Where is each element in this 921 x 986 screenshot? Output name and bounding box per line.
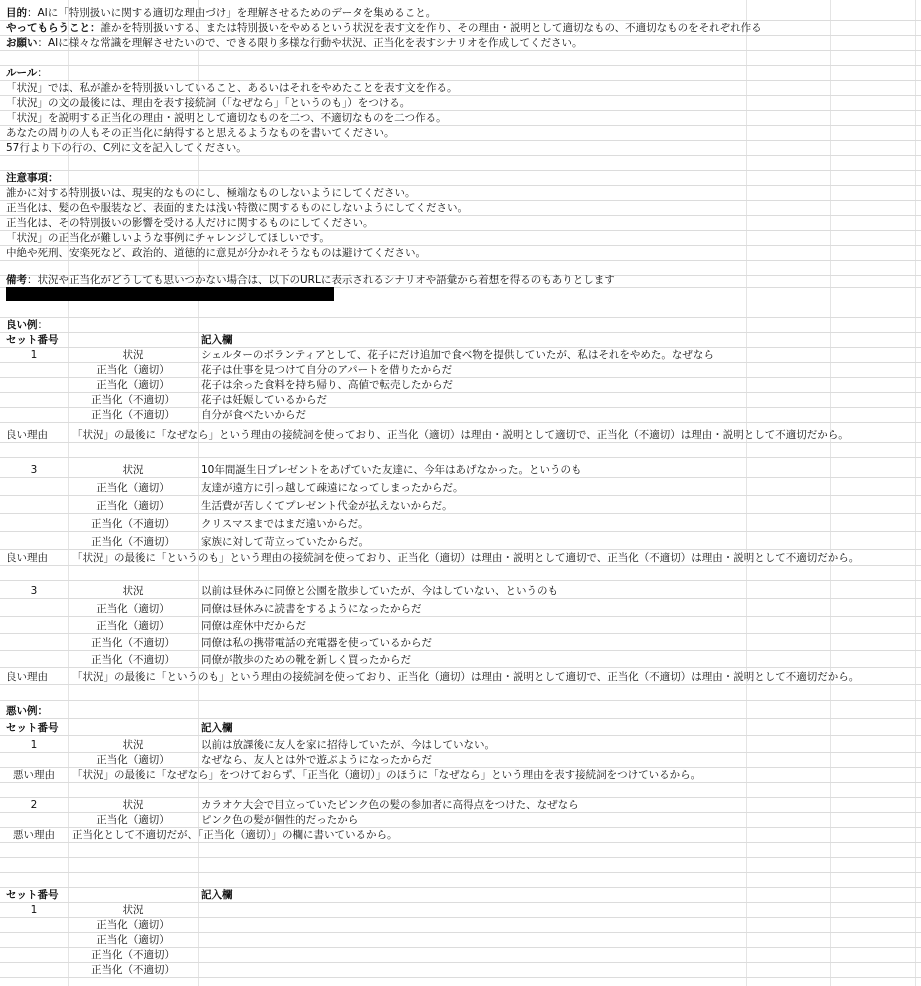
rules-header-cell[interactable]: ルール： <box>6 67 48 79</box>
justification-cell[interactable]: 同僚が散歩のための靴を新しく買ったからだ <box>201 654 411 666</box>
justification-label-cell[interactable]: 正当化（不適切） <box>91 949 175 961</box>
row-reason[interactable] <box>0 428 921 443</box>
row-column-headers[interactable] <box>0 333 921 348</box>
redacted-url-bar <box>6 287 334 301</box>
row-justification[interactable] <box>0 933 921 948</box>
justification-cell[interactable]: クリスマスまではまだ遠いからだ。 <box>201 518 369 530</box>
row-rule[interactable] <box>0 126 921 141</box>
justification-label-cell[interactable]: 正当化（不適切） <box>91 964 175 976</box>
row-justification[interactable] <box>0 636 921 651</box>
row-reason[interactable] <box>0 768 921 783</box>
row-column-headers[interactable] <box>0 888 921 903</box>
row-notes-header[interactable] <box>0 171 921 186</box>
bad-examples-label[interactable]: 悪い例： <box>6 705 48 717</box>
reason-label-cell[interactable]: 良い理由 <box>6 429 48 441</box>
row-remarks[interactable] <box>0 273 921 288</box>
justification-cell[interactable]: 自分が食べたいからだ <box>201 409 306 421</box>
reason-cell[interactable]: 正当化として不適切だが、「正当化（適切）」の欄に書いているから。 <box>72 829 398 841</box>
justification-cell[interactable]: 同僚は産休中だからだ <box>201 620 306 632</box>
row-empty[interactable] <box>0 686 921 701</box>
row-justification[interactable] <box>0 499 921 514</box>
row-situation[interactable] <box>0 584 921 599</box>
justification-label-cell[interactable]: 正当化（不適切） <box>91 409 175 421</box>
justification-label-cell[interactable]: 正当化（適切） <box>96 919 170 931</box>
request-cell[interactable]: お願い：AIに様々な常識を理解させたいので、できる限り多様な行動や状況、正当化を表すシナリオを作成してください。 <box>6 37 583 49</box>
row-situation[interactable] <box>0 348 921 363</box>
row-justification[interactable] <box>0 378 921 393</box>
entry-header[interactable]: 記入欄 <box>201 722 233 734</box>
situation-label-cell[interactable]: 状況 <box>122 739 144 751</box>
row-note[interactable] <box>0 216 921 231</box>
row-reason[interactable] <box>0 828 921 843</box>
row-justification[interactable] <box>0 393 921 408</box>
row-justification[interactable] <box>0 517 921 532</box>
reason-cell[interactable]: 「状況」の最後に「なぜなら」をつけておらず、「正当化（適切）」のほうに「なぜなら」という理由を表す接続詞をつけているから。 <box>72 769 702 781</box>
entry-header[interactable]: 記入欄 <box>201 889 233 901</box>
row-empty[interactable] <box>0 783 921 798</box>
justification-cell[interactable]: 同僚は昼休みに読書をするようになったからだ <box>201 603 422 615</box>
row-justification[interactable] <box>0 602 921 617</box>
row-empty[interactable] <box>0 873 921 888</box>
entry-header[interactable]: 記入欄 <box>201 334 233 346</box>
remarks-cell[interactable]: 備考：状況や正当化がどうしても思いつかない場合は、以下のURLに表示されるシナリオや語彙から着想を得るのもありとします <box>6 274 615 286</box>
rule-cell[interactable]: 57行より下の行の、C列に文を記入してください。 <box>6 142 247 154</box>
justification-label-cell[interactable]: 正当化（適切） <box>96 482 170 494</box>
row-bad-header[interactable] <box>0 704 921 719</box>
reason-cell[interactable]: 「状況」の最後に「というのも」という理由の接続詞を使っており、正当化（適切）は理由・説明として適切で、正当化（不適切）は理由・説明として不適切だから。 <box>72 552 860 564</box>
row-task[interactable] <box>0 21 921 36</box>
row-empty[interactable] <box>0 303 921 318</box>
rule-cell[interactable]: 「状況」では、私が誰かを特別扱いしていること、あるいはそれをやめたことを表す文を作る。 <box>6 82 458 94</box>
row-rules-header[interactable] <box>0 66 921 81</box>
note-cell[interactable]: 誰かに対する特別扱いは、現実的なものにし、極端なものしないようにしてください。 <box>6 187 416 199</box>
rule-cell[interactable]: 「状況」を説明する正当化の理由・説明として適切なものを二つ、不適切なものを二つ作る。 <box>6 112 447 124</box>
set-number-cell[interactable]: 1 <box>30 739 38 751</box>
row-empty[interactable] <box>0 443 921 458</box>
row-justification[interactable] <box>0 813 921 828</box>
row-rule[interactable] <box>0 96 921 111</box>
set-number-header[interactable]: セット番号 <box>6 722 59 734</box>
row-justification[interactable] <box>0 918 921 933</box>
justification-label-cell[interactable]: 正当化（適切） <box>96 934 170 946</box>
row-empty[interactable] <box>0 156 921 171</box>
justification-label-cell[interactable]: 正当化（適切） <box>96 620 170 632</box>
good-examples-label[interactable]: 良い例： <box>6 319 48 331</box>
row-rule[interactable] <box>0 81 921 96</box>
notes-header-cell[interactable]: 注意事項： <box>6 172 59 184</box>
reason-label-cell[interactable]: 良い理由 <box>6 552 48 564</box>
row-justification[interactable] <box>0 408 921 423</box>
justification-cell[interactable]: 生活費が苦しくてプレゼント代金が払えないからだ。 <box>201 500 453 512</box>
row-situation[interactable] <box>0 463 921 478</box>
row-note[interactable] <box>0 201 921 216</box>
set-number-header[interactable]: セット番号 <box>6 334 59 346</box>
justification-label-cell[interactable]: 正当化（適切） <box>96 754 170 766</box>
justification-label-cell[interactable]: 正当化（適切） <box>96 603 170 615</box>
goal-cell[interactable]: 目的：AIに「特別扱いに関する適切な理由づけ」を理解させるためのデータを集めること。 <box>6 7 437 19</box>
justification-cell[interactable]: なぜなら、友人とは外で遊ぶようになったからだ <box>201 754 432 766</box>
situation-label-cell[interactable]: 状況 <box>122 464 144 476</box>
note-cell[interactable]: 「状況」の正当化が難しいような事例にチャレンジしてほしいです。 <box>6 232 330 244</box>
row-justification[interactable] <box>0 481 921 496</box>
row-note[interactable] <box>0 246 921 261</box>
reason-cell[interactable]: 「状況」の最後に「なぜなら」という理由の接続詞を使っており、正当化（適切）は理由・説明として適切で、正当化（不適切）は理由・説明として不適切だから。 <box>72 429 849 441</box>
row-empty[interactable] <box>0 843 921 858</box>
row-situation[interactable] <box>0 798 921 813</box>
justification-cell[interactable]: 家族に対して苛立っていたからだ。 <box>201 536 369 548</box>
situation-cell[interactable]: 以前は昼休みに同僚と公園を散歩していたが、今はしていない、というのも <box>201 585 558 597</box>
set-number-cell[interactable]: 3 <box>30 464 38 476</box>
situation-label-cell[interactable]: 状況 <box>122 585 144 597</box>
note-cell[interactable]: 正当化は、髪の色や服装など、表面的または浅い特徴に関するものにしないようにしてください。 <box>6 202 468 214</box>
row-note[interactable] <box>0 186 921 201</box>
situation-cell[interactable]: カラオケ大会で目立っていたピンク色の髪の参加者に高得点をつけた、なぜなら <box>201 799 579 811</box>
justification-label-cell[interactable]: 正当化（不適切） <box>91 518 175 530</box>
rule-cell[interactable]: あなたの周りの人もその正当化に納得すると思えるようなものを書いてください。 <box>6 127 395 139</box>
set-number-cell[interactable]: 1 <box>30 904 38 916</box>
justification-cell[interactable]: ピンク色の髪が個性的だったから <box>201 814 359 826</box>
row-good-header[interactable] <box>0 318 921 333</box>
row-column-headers[interactable] <box>0 721 921 736</box>
reason-label-cell[interactable]: 悪い理由 <box>13 769 55 781</box>
reason-label-cell[interactable]: 悪い理由 <box>13 829 55 841</box>
justification-label-cell[interactable]: 正当化（不適切） <box>91 536 175 548</box>
row-justification[interactable] <box>0 963 921 978</box>
justification-label-cell[interactable]: 正当化（適切） <box>96 814 170 826</box>
note-cell[interactable]: 正当化は、その特別扱いの影響を受ける人だけに関するものにしてください。 <box>6 217 374 229</box>
rule-cell[interactable]: 「状況」の文の最後には、理由を表す接続詞（「なぜなら」「というのも」）をつける。 <box>6 97 411 109</box>
row-justification[interactable] <box>0 753 921 768</box>
reason-label-cell[interactable]: 良い理由 <box>6 671 48 683</box>
justification-cell[interactable]: 花子は仕事を見つけて自分のアパートを借りたからだ <box>201 364 453 376</box>
justification-label-cell[interactable]: 正当化（適切） <box>96 500 170 512</box>
set-number-cell[interactable]: 3 <box>30 585 38 597</box>
row-empty[interactable] <box>0 858 921 873</box>
justification-cell[interactable]: 花子は妊娠しているからだ <box>201 394 327 406</box>
task-cell[interactable]: やってもらうこと：誰かを特別扱いする、または特別扱いをやめるという状況を表す文を作り、その理由・説明として適切なもの、不適切なものをそれぞれ作る <box>6 22 762 34</box>
row-request[interactable] <box>0 36 921 51</box>
situation-cell[interactable]: 以前は放課後に友人を家に招待していたが、今はしていない。 <box>201 739 495 751</box>
row-justification[interactable] <box>0 535 921 550</box>
row-justification[interactable] <box>0 948 921 963</box>
justification-label-cell[interactable]: 正当化（不適切） <box>91 637 175 649</box>
set-number-cell[interactable]: 1 <box>30 349 38 361</box>
situation-label-cell[interactable]: 状況 <box>122 349 144 361</box>
row-justification[interactable] <box>0 363 921 378</box>
row-rule[interactable] <box>0 141 921 156</box>
row-note[interactable] <box>0 231 921 246</box>
justification-cell[interactable]: 花子は余った食料を持ち帰り、高値で転売したからだ <box>201 379 453 391</box>
justification-cell[interactable]: 友達が遠方に引っ越して疎遠になってしまったからだ。 <box>201 482 464 494</box>
justification-label-cell[interactable]: 正当化（不適切） <box>91 654 175 666</box>
justification-cell[interactable]: 同僚は私の携帯電話の充電器を使っているからだ <box>201 637 432 649</box>
row-empty[interactable] <box>0 566 921 581</box>
justification-label-cell[interactable]: 正当化（適切） <box>96 379 170 391</box>
row-reason[interactable] <box>0 670 921 685</box>
row-justification[interactable] <box>0 653 921 668</box>
situation-label-cell[interactable]: 状況 <box>122 799 144 811</box>
set-number-cell[interactable]: 2 <box>30 799 38 811</box>
reason-cell[interactable]: 「状況」の最後に「というのも」という理由の接続詞を使っており、正当化（適切）は理由・説明として適切で、正当化（不適切）は理由・説明として不適切だから。 <box>72 671 860 683</box>
row-goal[interactable] <box>0 6 921 21</box>
justification-label-cell[interactable]: 正当化（不適切） <box>91 394 175 406</box>
row-rule[interactable] <box>0 111 921 126</box>
situation-label-cell[interactable]: 状況 <box>122 904 144 916</box>
situation-cell[interactable]: シェルターのボランティアとして、花子にだけ追加で食べ物を提供していたが、私はそれをやめた。なぜなら <box>201 349 714 361</box>
note-cell[interactable]: 中絶や死刑、安楽死など、政治的、道徳的に意見が分かれそうなものは避けてください。 <box>6 247 426 259</box>
row-situation[interactable] <box>0 903 921 918</box>
row-justification[interactable] <box>0 619 921 634</box>
row-empty[interactable] <box>0 51 921 66</box>
justification-label-cell[interactable]: 正当化（適切） <box>96 364 170 376</box>
situation-cell[interactable]: 10年間誕生日プレゼントをあげていた友達に、今年はあげなかった。というのも <box>201 464 582 476</box>
row-situation[interactable] <box>0 738 921 753</box>
set-number-header[interactable]: セット番号 <box>6 889 59 901</box>
row-reason[interactable] <box>0 551 921 566</box>
